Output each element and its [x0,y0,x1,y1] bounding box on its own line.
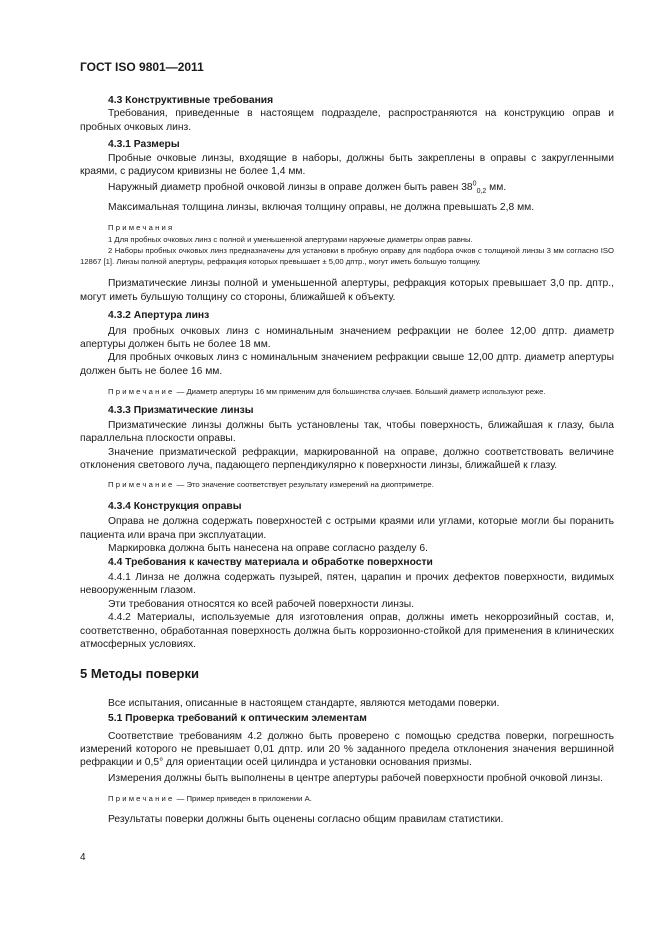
note-label: Примечание [108,794,175,804]
paragraph: Соответствие требованиям 4.2 должно быть проверено с помощью средства поверки, погрешность измерений которого не превышает 0,01 дптр. или 20 % заданного предела отклонения значения вершинной рефракции и 0,5° для ориентации осей цилиндра и установки основания призмы. [80,730,614,769]
paragraph-outer-diameter: Наружный диаметр пробной очковой линзы в оправе должен быть равен $38^0_{0,2}$ мм. [108,181,507,196]
note-label: Примечание [108,479,175,489]
tolerance-lower: 0,2 [476,188,487,196]
note-label: Примечание [108,387,175,397]
paragraph: Все испытания, описанные в настоящем стандарте, являются методами поверки. [108,697,500,709]
paragraph: Для пробных очковых линз с номинальным значением рефракции свыше 12,00 дптр. диаметр апертуры должен быть не более 16 мм. [80,352,614,377]
paragraph: 4.4.1 Линза не должна содержать пузырей, пятен, царапин и прочих дефектов поверхности, видимых невооруженным глазом. [80,571,614,597]
heading-4-3: 4.3 Конструктивные требования [108,95,274,106]
note: Примечание — Диаметр апертуры 16 мм применим для большинства случаев. Бо́льший диаметр используют реже. [108,387,546,397]
note-1: 1 Для пробных очковых линз с полной и уменьшенной апертурами наружные диаметры оправ равны. [108,234,473,244]
paragraph: Максимальная толщина линзы, включая толщину оправы, не должна превышать 2,8 мм. [108,201,535,213]
document-body [80,94,614,826]
paragraph: Маркировка должна быть нанесена на оправе согласно разделу 6. [108,543,429,555]
note-2: 2 Наборы пробных очковых линз предназначены для установки в пробную оправу для подбора очков с толщиной линзы 3 мм согласно ISO 12867 [1]. Линзы полной апертуры, рефракция которых превышает ± 5,00 дптр., могут иметь большую толщину. [80,245,614,267]
notes-label: Примечания [108,223,175,233]
paragraph: 4.4.2 Материалы, используемые для изготовления оправ, должны иметь некоррозийный состав, и, соответственно, обработанная поверхность должна быть коррозионно-стойкой для применения в клинических атмосферных условиях. [80,612,614,650]
paragraph: Значение призматической рефракции, маркированной на оправе, должно соответствовать величине отклонения светового луча, падающего перпендикулярно к поверхности линзы, ближайшей к глазу. [80,446,614,472]
heading-4-3-3: 4.3.3 Призматические линзы [108,404,254,416]
document-header: ГОСТ ISO 9801—2011 [80,60,204,74]
paragraph: Результаты поверки должны быть оценены согласно общим правилам статистики. [108,813,504,825]
heading-4-3-1: 4.3.1 Размеры [108,139,180,151]
note: Примечание — Пример приведен в приложении А. [108,794,312,804]
paragraph: Призматические линзы должны быть установлены так, чтобы поверхность, ближайшая к глазу, была параллельна плоскости оправы. [80,419,614,445]
paragraph: Оправа не должна содержать поверхностей с острыми краями или углами, которые могли бы поранить пациента или врача при эксплуатации. [80,516,614,541]
paragraph: Требования, приведенные в настоящем подразделе, распространяются на конструкцию оправ и пробных очковых линз. [80,108,614,133]
diameter-value: 38 [461,182,473,194]
paragraph: Измерения должны быть выполнены в центре апертуры рабочей поверхности пробной очковой линзы. [108,772,603,784]
note: Примечание — Это значение соответствует результату измерений на диоптриметре. [108,479,434,489]
heading-4-3-4: 4.3.4 Конструкция оправы [108,500,242,512]
heading-4-3-2: 4.3.2 Апертура линз [108,310,210,322]
heading-4-4: 4.4 Требования к качеству материала и обработке поверхности [108,556,433,568]
paragraph: Эти требования относятся ко всей рабочей поверхности линзы. [108,598,414,610]
heading-5-1: 5.1 Проверка требований к оптическим элементам [108,713,367,725]
paragraph: Пробные очковые линзы, входящие в наборы, должны быть закреплены в оправы с закругленными краями, с радиусом кривизны не более 1,4 мм. [80,152,614,178]
paragraph: Для пробных очковых линз с номинальным значением рефракции не более 12,00 дптр. диаметр апертуры должен быть не более 18 мм. [80,325,614,351]
section-5-title: 5 Методы поверки [80,666,199,682]
paragraph: Призматические линзы полной и уменьшенной апертуры, рефракция которых превышает 3,0 пр. дптр., могут иметь бульшую толщину со стороны, ближайшей к объекту. [80,278,614,303]
page-number: 4 [80,852,86,863]
tolerance-upper: 0 [472,181,477,189]
